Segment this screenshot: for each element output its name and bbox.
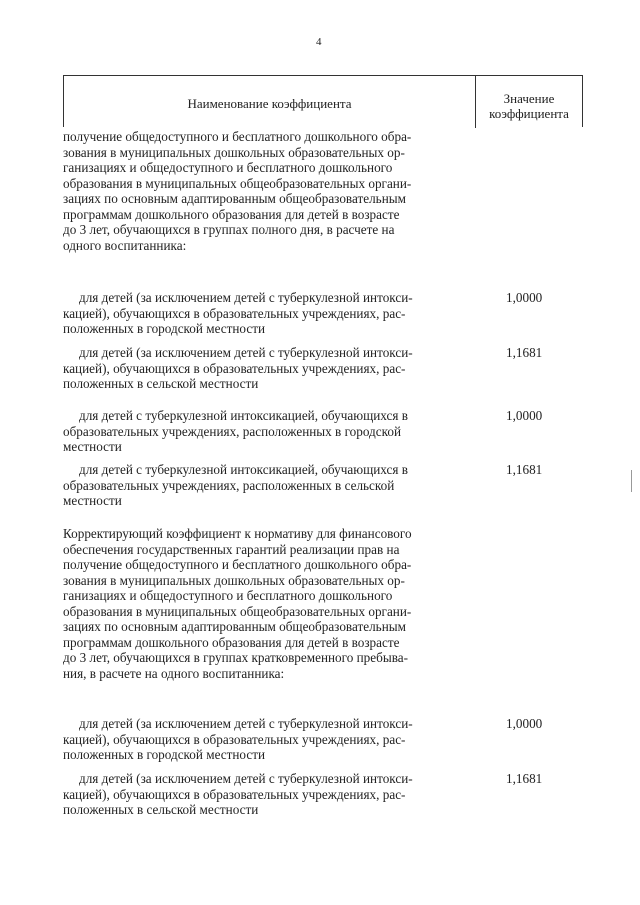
page-number: 4 [316, 36, 322, 48]
coefficient-value: 1,0000 [506, 408, 543, 423]
coefficient-item-text: для детей (за исключением детей с туберкулезной интокси- кацией), обучающихся в образовательных учреждениях, рас- положенных в сельской местности [63, 345, 413, 391]
coefficient-value: 1,1681 [506, 771, 543, 786]
scan-mark [631, 470, 632, 492]
coefficient-value: 1,0000 [506, 716, 543, 731]
coefficient-description: Корректирующий коэффициент к нормативу для финансового обеспечения государственных гарантий реализации прав на получение общедоступного и бесплатного дошкольного обра- зования в муниципальных дошкольных образовательных ор- ганизациях и общедоступного и бесплатного дошкольного образования в муниципальных общеобразовательных органи- зациях по основным адаптированным общеобразовательным программам дошкольного образования для детей в возрасте до 3 лет, обучающихся в группах кратковременного пребыва- ния, в расчете на одного воспитанника: [63, 526, 412, 681]
table-header [63, 75, 583, 127]
coefficient-description: получение общедоступного и бесплатного дошкольного обра- зования в муниципальных дошкольных образовательных ор- ганизациях и общедоступного и бесплатного дошкольного образования в муниципальных общеобразовательных органи- зациях по основным адаптированным общеобразовательным программам дошкольного образования для детей в возрасте до 3 лет, обучающихся в группах полного дня, в расчете на одного воспитанника: [63, 129, 412, 253]
coefficient-item-text: для детей (за исключением детей с туберкулезной интокси- кацией), обучающихся в образовательных учреждениях, рас- положенных в сельской местности [63, 771, 413, 817]
coefficient-item-text: для детей с туберкулезной интоксикацией, обучающихся в образовательных учреждениях, расположенных в сельской местности [63, 462, 408, 508]
coefficient-item-text: для детей (за исключением детей с туберкулезной интокси- кацией), обучающихся в образовательных учреждениях, рас- положенных в городской местности [63, 716, 413, 762]
header-value-text: Значение коэффициента [489, 91, 569, 121]
coefficient-value: 1,0000 [506, 290, 543, 305]
coefficient-value: 1,1681 [506, 345, 543, 360]
coefficient-item-text: для детей (за исключением детей с туберкулезной интокси- кацией), обучающихся в образовательных учреждениях, рас- положенных в городской местности [63, 290, 413, 336]
header-name-label: Наименование коэффициента [187, 96, 352, 111]
coefficient-value: 1,1681 [506, 462, 543, 477]
header-value-label [476, 91, 582, 121]
coefficient-item-text: для детей с туберкулезной интоксикацией, обучающихся в образовательных учреждениях, расположенных в городской местности [63, 408, 408, 454]
